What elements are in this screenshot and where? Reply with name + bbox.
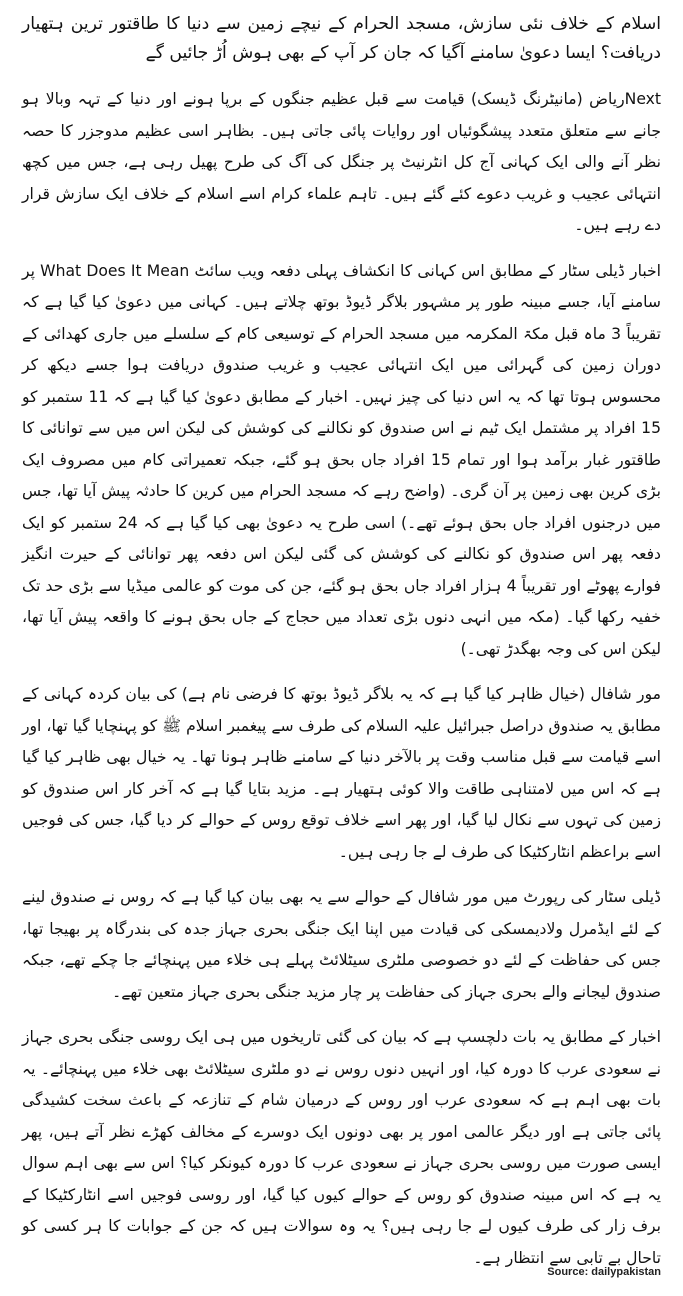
source-credit: Source: dailypakistan <box>547 1266 661 1278</box>
article <box>22 10 661 1288</box>
article-paragraph: مور شافال (خیال ظاہر کیا گیا ہے کہ یہ بلاگر ڈیوڈ بوتھ کا فرضی نام ہے) کی بیان کردہ کہانی کے مطابق یہ صندوق دراصل جبرائیل علیہ السلام کی طرف سے پیغمبر اسلام ﷺ کو پہنچایا گیا تھا، اور اسے قیامت سے قبل مناسب وقت پر بالآخر دنیا کے سامنے ظاہر ہونا تھا۔ یہ خیال بھی ظاہر کیا گیا ہے کہ اس میں لامتناہی طاقت والا کوئی ہتھیار ہے۔ مزید بتایا گیا ہے کہ آخر کار اس صندوق کو زمین کی تہوں سے نکال لیا گیا، اور پھر اسے خلاف توقع روس کے حوالے کر دیا گیا، جس کی فوجیں اسے براعظم انٹارکٹیکا کی طرف لے جا رہی ہیں۔ <box>22 685 661 861</box>
article-paragraph: اخبار ڈیلی سٹار کے مطابق اس کہانی کا انکشاف پہلی دفعہ ویب سائٹ What Does It Mean پر سامنے آیا، جسے مبینہ طور پر مشہور بلاگر ڈیوڈ بوتھ چلاتے ہیں۔ کہانی میں دعویٰ کیا گیا ہے کہ تقریباً 3 ماہ قبل مکۃ المکرمہ میں مسجد الحرام کے توسیعی کام کے سلسلے میں جاری کھدائی کے دوران زمین کی گہرائی میں ایک انتہائی عجیب و غریب صندوق دریافت ہوا جسے دیکھ کر محسوس ہوتا تھا کہ یہ اس دنیا کی چیز نہیں۔ اخبار کے مطابق دعویٰ کیا گیا ہے کہ 11 ستمبر کو 15 افراد پر مشتمل ایک ٹیم نے اس صندوق کو نکالنے کی کوشش کی لیکن اس میں سے توانائی کا طاقتور غبار برآمد ہوا اور تمام 15 افراد جاں بحق ہو گئے، جبکہ تعمیراتی کام میں مصروف ایک بڑی کرین بھی زمین پر آن گری۔ (واضح رہے کہ مسجد الحرام میں کرین کا حادثہ پیش آیا تھا، جس میں درجنوں افراد جاں بحق ہوئے تھے۔) اسی طرح یہ دعویٰ بھی کیا گیا ہے کہ 24 ستمبر کو ایک دفعہ پھر اس صندوق کو نکالنے کی کوشش کی گئی لیکن اس دفعہ پھر توانائی کے حیرت انگیز فوارے پھوٹے اور تقریباً 4 ہزار افراد جاں بحق ہو گئے، جن کی موت کو عالمی میڈیا سے بڑی حد تک خفیہ رکھا گیا۔ (مکہ میں انہی دنوں بڑی تعداد میں حجاج کے جاں بحق ہونے کا واقعہ پیش آیا تھا، لیکن اس کی وجہ بھگدڑ تھی۔) <box>22 261 662 658</box>
article-headline: اسلام کے خلاف نئی سازش، مسجد الحرام کے نیچے زمین سے دنیا کا طاقتور ترین ہتھیار دریافت؟ ایسا دعویٰ سامنے آگیا کہ جان کر آپ کے بھی ہوش اُڑ جائیں گے <box>22 14 661 63</box>
article-paragraph: اخبار کے مطابق یہ بات دلچسپ ہے کہ بیان کی گئی تاریخوں میں ہی ایک روسی جنگی بحری جہاز نے سعودی عرب کا دورہ کیا، اور انہیں دنوں روس نے دو ملٹری سیٹلائٹ بھی خلاء میں پہنچائے۔ یہ بات بھی اہم ہے کہ سعودی عرب اور روس کے درمیان شام کے تنازعہ کے باعث سخت کشیدگی پائی جاتی ہے اور دیگر عالمی امور پر بھی دونوں ایک دوسرے کے مخالف کھڑے نظر آتے ہیں، پھر ایسی صورت میں روسی بحری جہاز نے سعودی عرب کا دورہ کیونکر کیا؟ اس سے بھی اہم سوال یہ ہے کہ اس مبینہ صندوق کو روس کے حوالے کیوں کیا گیا، اور روسی فوجیں اسے انٹارکٹیکا کے برف زار کی طرف کیوں لے جا رہی ہیں؟ یہ وہ سوالات ہیں کہ جن کے جوابات کا ہر کسی کو تاحال بے تابی سے انتظار ہے۔ <box>22 1028 661 1267</box>
article-paragraph: ڈیلی سٹار کی رپورٹ میں مور شافال کے حوالے سے یہ بھی بیان کیا گیا ہے کہ روس نے صندوق لینے کے لئے ایڈمرل ولادیمسکی کی قیادت میں اپنا ایک جنگی بحری جہاز جدہ کی بندرگاہ پر بھیجا تھا، جس کی حفاظت کے لئے دو خصوصی ملٹری سیٹلائٹ پہلے ہی خلاء میں پہنچائے جا چکے تھے، جبکہ صندوق لیجانے والے بحری جہاز کی حفاظت پر چار مزید جنگی بحری جہاز متعین تھے۔ <box>22 888 661 1001</box>
article-paragraph: Nextریاض (مانیٹرنگ ڈیسک) قیامت سے قبل عظیم جنگوں کے برپا ہونے اور دنیا کے تہہ وبالا ہو جانے سے متعلق متعدد پیشگوئیاں اور روایات پائی جاتی ہیں۔ بظاہر اسی عظیم مدوجزر کا حصہ نظر آنے والی ایک کہانی آج کل انٹرنیٹ پر جنگل کی آگ کی طرح پھیل رہی ہے، جس میں کچھ انتہائی عجیب و غریب دعوے کئے گئے ہیں۔ تاہم علماء کرام اسے اسلام کے خلاف ایک سازش قرار دے رہے ہیں۔ <box>22 90 661 234</box>
